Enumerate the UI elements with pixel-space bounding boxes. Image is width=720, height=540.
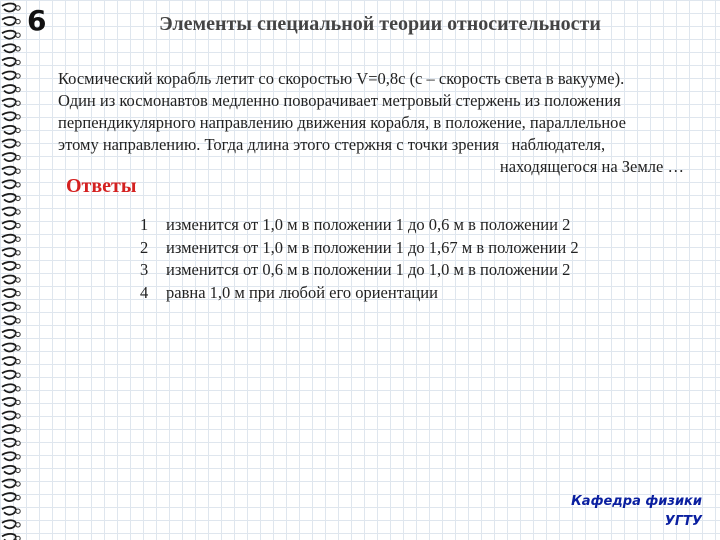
binding-ring (2, 58, 16, 66)
binding-ring (2, 289, 16, 297)
binding-hole (16, 278, 20, 282)
binding-hole (16, 155, 20, 159)
binding-ring (2, 194, 16, 202)
binding-ring (2, 126, 16, 134)
slide-number: 6 (27, 4, 47, 37)
problem-line: этому направлению. Тогда длина этого стержня с точки зрения (58, 135, 500, 154)
binding-ring (2, 452, 16, 460)
binding-hole (16, 359, 20, 363)
binding-hole (16, 60, 20, 64)
binding-hole (16, 237, 20, 241)
binding-ring (2, 248, 16, 256)
answer-number: 4 (140, 282, 149, 302)
binding-hole (16, 387, 20, 391)
answer-text: изменится от 1,0 м в положении 1 до 1,67 м в положении 2 (166, 237, 579, 257)
answer-number: 3 (140, 260, 149, 279)
answer-option-2[interactable] (140, 237, 700, 260)
binding-ring (2, 3, 16, 11)
binding-ring (2, 275, 16, 283)
department-logo (571, 492, 702, 532)
binding-ring (2, 425, 16, 433)
binding-hole (16, 6, 20, 10)
binding-hole (16, 74, 20, 78)
binding-ring (2, 85, 16, 93)
binding-ring (2, 235, 16, 243)
binding-ring (2, 507, 16, 515)
answer-number: 2 (140, 237, 149, 257)
binding-ring (2, 180, 16, 188)
binding-ring (2, 479, 16, 487)
binding-hole (16, 305, 20, 309)
binding-hole (16, 47, 20, 51)
department-name: Кафедра физики (571, 494, 702, 509)
binding-hole (16, 33, 20, 37)
binding-hole (16, 414, 20, 418)
binding-hole (16, 495, 20, 499)
binding-ring (2, 31, 16, 39)
binding-ring (2, 343, 16, 351)
problem-line-group (58, 134, 708, 156)
answer-text: равна 1,0 м при любой его ориентации (166, 282, 438, 302)
binding-hole (16, 291, 20, 295)
binding-hole (16, 196, 20, 200)
binding-ring (2, 153, 16, 161)
problem-line: наблюдателя, (511, 135, 606, 154)
binding-ring (2, 139, 16, 147)
binding-ring (2, 221, 16, 229)
binding-ring (2, 112, 16, 120)
binding-ring (2, 330, 16, 338)
problem-line: Космический корабль летит со скоростью V=0,8c (c – скорость света в вакууме). (58, 69, 625, 88)
answer-option-1[interactable] (140, 214, 700, 237)
binding-hole (16, 332, 20, 336)
binding-hole (16, 523, 20, 527)
binding-hole (16, 19, 20, 23)
university-name: УГТУ (664, 514, 702, 529)
binding-hole (16, 223, 20, 227)
answer-text: изменится от 1,0 м в положении 1 до 0,6 м в положении 2 (166, 215, 571, 234)
binding-hole (16, 319, 20, 323)
binding-hole (16, 373, 20, 377)
binding-hole (16, 142, 20, 146)
binding-ring (2, 17, 16, 25)
binding-hole (16, 101, 20, 105)
binding-hole (16, 251, 20, 255)
binding-ring (2, 371, 16, 379)
problem-line: Один из космонавтов медленно поворачивает метровый стержень из положения (58, 91, 621, 110)
binding-hole (16, 183, 20, 187)
binding-ring (2, 520, 16, 528)
binding-hole (16, 210, 20, 214)
binding-hole (16, 441, 20, 445)
problem-text (58, 68, 708, 178)
binding-ring (2, 71, 16, 79)
answer-number: 1 (140, 215, 149, 234)
binding-hole (16, 427, 20, 431)
binding-hole (16, 509, 20, 513)
binding-ring (2, 357, 16, 365)
binding-ring (2, 316, 16, 324)
binding-ring (2, 439, 16, 447)
binding-ring (2, 167, 16, 175)
binding-ring (2, 99, 16, 107)
problem-line: перпендикулярного направлению движения корабля, в положение, параллельное (58, 113, 626, 132)
problem-line: находящегося на Земле … (499, 157, 684, 176)
page-title: Элементы специальной теории относительности (159, 13, 601, 35)
spiral-binding (0, 0, 28, 540)
binding-hole (16, 128, 20, 132)
binding-ring (2, 534, 16, 540)
binding-ring (2, 411, 16, 419)
binding-hole (16, 264, 20, 268)
binding-ring (2, 303, 16, 311)
binding-ring (2, 398, 16, 406)
answer-option-3[interactable] (140, 259, 700, 282)
binding-ring (2, 384, 16, 392)
binding-hole (16, 87, 20, 91)
answer-list (140, 214, 700, 304)
binding-hole (16, 346, 20, 350)
binding-hole (16, 482, 20, 486)
binding-hole (16, 115, 20, 119)
binding-hole (16, 536, 20, 540)
binding-hole (16, 468, 20, 472)
binding-ring (2, 207, 16, 215)
binding-hole (16, 455, 20, 459)
binding-ring (2, 466, 16, 474)
answers-heading: Ответы (66, 175, 137, 197)
binding-ring (2, 44, 16, 52)
binding-ring (2, 262, 16, 270)
binding-hole (16, 169, 20, 173)
binding-hole (16, 400, 20, 404)
answer-option-4[interactable] (140, 282, 700, 305)
binding-ring (2, 493, 16, 501)
answer-text: изменится от 0,6 м в положении 1 до 1,0 м в положении 2 (166, 260, 571, 279)
